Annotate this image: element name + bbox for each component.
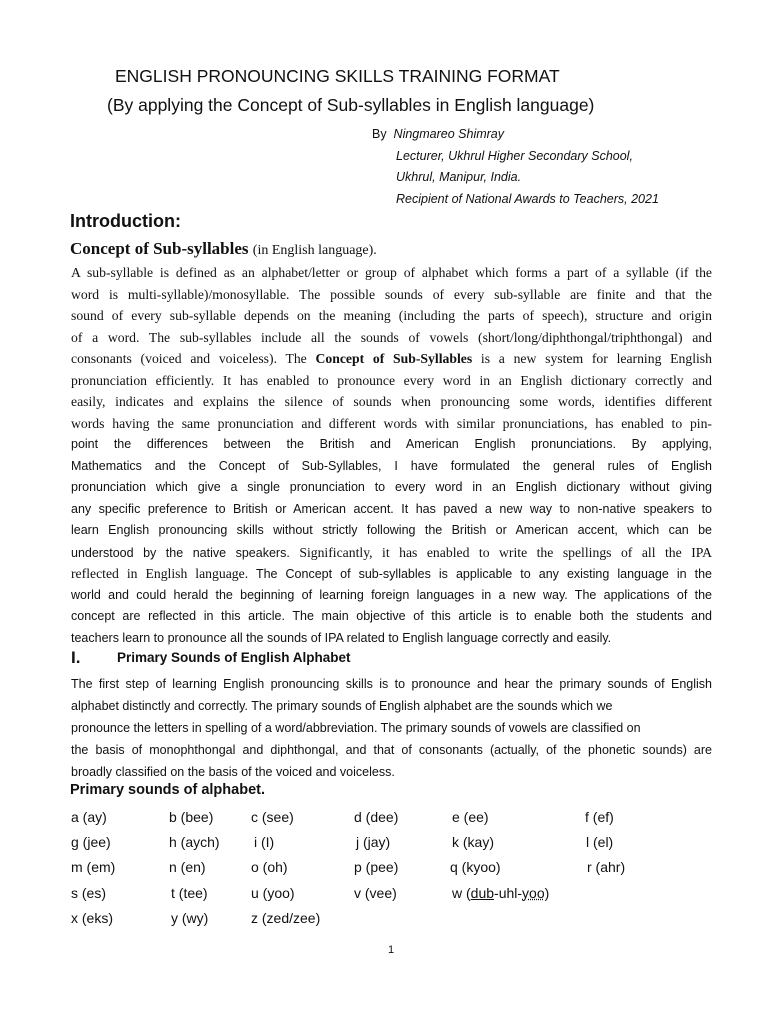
- alphabet-entry: t (tee): [171, 885, 208, 901]
- paragraph-line: sound of every sub-syllable depends on the meaning (including the parts of speech), structure and origin: [71, 308, 712, 323]
- introduction-paragraph: [71, 262, 712, 649]
- author-position: Lecturer, Ukhrul Higher Secondary School,: [396, 148, 633, 163]
- paragraph-line: of a word. The sub-syllables include all the sounds of vowels (short/long/diphthongal/triphthongal) and: [71, 329, 712, 345]
- alphabet-entry: h (aych): [169, 834, 220, 850]
- section-title: Primary Sounds of English Alphabet: [117, 650, 351, 665]
- alphabet-entry: r (ahr): [587, 859, 626, 875]
- section-paragraph: [71, 673, 712, 783]
- alphabet-entry: k (kay): [452, 834, 494, 850]
- line-part: is a new system for learning English: [472, 351, 712, 366]
- alphabet-entry: z (zed/zee): [251, 910, 321, 926]
- alphabet-entry: p (pee): [354, 859, 399, 875]
- alphabet-entry: x (eks): [71, 910, 113, 926]
- byline-by: By: [372, 127, 387, 141]
- alphabet-entry-w: [452, 885, 549, 901]
- paragraph-line: the basis of monophthongal and diphthongal, and that of consonants (actually, of the phonetic sounds) are: [71, 743, 712, 757]
- author-award: Recipient of National Awards to Teachers, 2021: [396, 191, 659, 206]
- page-number: 1: [388, 944, 395, 956]
- line-part: reflected in English language.: [71, 566, 249, 581]
- paragraph-line: any specific preference to British or American accent. It has paved a new way to non-native speakers to: [71, 501, 712, 516]
- document-title: ENGLISH PRONOUNCING SKILLS TRAINING FORMAT: [115, 66, 560, 86]
- paragraph-line: pronunciation which give a single pronunciation to every word in an English dictionary without giving: [71, 480, 712, 494]
- alphabet-entry: n (en): [169, 859, 206, 875]
- alphabet-entry: b (bee): [169, 809, 214, 825]
- introduction-heading: Introduction:: [70, 211, 181, 231]
- alphabet-entry: j (jay): [356, 834, 391, 850]
- paragraph-line: Mathematics and the Concept of Sub-Syllables, I have formulated the general rules of English: [71, 458, 712, 473]
- alphabet-entry: i (I): [254, 834, 275, 850]
- alphabet-entry: m (em): [71, 859, 116, 875]
- alphabet-entry: e (ee): [452, 809, 489, 825]
- alphabet-entry: f (ef): [585, 809, 614, 825]
- paragraph-line: A sub-syllable is defined as an alphabet/letter or group of alphabet which forms a part of a syllable (if the: [71, 265, 712, 280]
- alphabet-entry: c (see): [251, 809, 294, 825]
- alphabet-entry: l (el): [586, 834, 614, 850]
- concept-heading-bold: Concept of Sub-syllables: [70, 239, 249, 258]
- alphabet-entry: g (jee): [71, 834, 111, 850]
- alphabet-heading: Primary sounds of alphabet.: [70, 782, 265, 798]
- paragraph-line: concept are reflected in this article. The main objective of this article is to enable both the students and: [71, 609, 712, 623]
- paragraph-line: The first step of learning English pronouncing skills is to pronounce and hear the primary sounds of English: [71, 677, 712, 691]
- paragraph-line: easily, indicates and explains the silence of sounds when pronouncing some words, identifies different: [71, 394, 712, 409]
- alphabet-entry: d (dee): [354, 809, 399, 825]
- w-middle-part: -uhl-: [494, 885, 523, 901]
- paragraph-line: alphabet distinctly and correctly. The primary sounds of English alphabet are the sounds which we: [71, 699, 613, 713]
- paragraph-line: learn English pronouncing skills without strictly following the British or American accent, which can be: [71, 523, 712, 537]
- concept-heading-suffix: (in English language).: [252, 243, 377, 258]
- section-number: I.: [71, 648, 81, 667]
- alphabet-entry: a (ay): [71, 809, 107, 825]
- w-suffix: ): [544, 885, 550, 901]
- paragraph-line: point the differences between the British and American English pronunciations. By applying,: [71, 437, 712, 451]
- paragraph-line: [71, 563, 712, 585]
- concept-heading: [70, 239, 377, 259]
- author-name: Ningmareo Shimray: [393, 127, 505, 141]
- line-part: Significantly, it has enabled to write the spellings of all the IPA: [299, 544, 712, 560]
- line-part: consonants (voiced and voiceless). The: [71, 351, 316, 366]
- w-dotted-part: yoo: [522, 885, 545, 901]
- paragraph-line: words having the same pronunciation and different words with similar pronunciations, has enabled to pin-: [71, 415, 712, 431]
- line-part: understood by the native speakers.: [71, 545, 300, 560]
- author-location: Ukhrul, Manipur, India.: [396, 170, 522, 184]
- alphabet-entry: q (kyoo): [450, 859, 501, 875]
- alphabet-entry: v (vee): [354, 885, 397, 901]
- byline: [372, 124, 659, 210]
- line-part: The Concept of sub-syllables is applicable to any existing language in the: [248, 567, 712, 581]
- paragraph-line: pronounce the letters in spelling of a word/abbreviation. The primary sounds of vowels are classified on: [71, 721, 641, 735]
- document-subtitle: (By applying the Concept of Sub-syllables in English language): [107, 95, 595, 115]
- w-prefix: w (: [452, 885, 471, 901]
- alphabet-entry: s (es): [71, 885, 106, 901]
- paragraph-line: [71, 542, 712, 564]
- paragraph-line: [71, 348, 712, 370]
- concept-bold-inline: Concept of Sub-Syllables: [315, 351, 473, 366]
- alphabet-entry: u (yoo): [251, 885, 295, 901]
- w-underlined-part: dub: [470, 885, 495, 901]
- paragraph-line: teachers learn to pronounce all the sounds of IPA related to English language correctly and easily.: [71, 630, 612, 645]
- alphabet-entry: o (oh): [251, 859, 288, 875]
- paragraph-line: broadly classified on the basis of the voiced and voiceless.: [71, 765, 395, 779]
- alphabet-entry: y (wy): [171, 910, 209, 926]
- paragraph-line: word is multi-syllable)/monosyllable. The possible sounds of every sub-syllable are finite and that the: [71, 286, 712, 302]
- paragraph-line: pronunciation efficiently. It has enabled to pronounce every word in an English dictionary correctly and: [71, 372, 712, 388]
- paragraph-line: world and could herald the beginning of learning foreign languages in a new way. The applications of the: [71, 587, 712, 602]
